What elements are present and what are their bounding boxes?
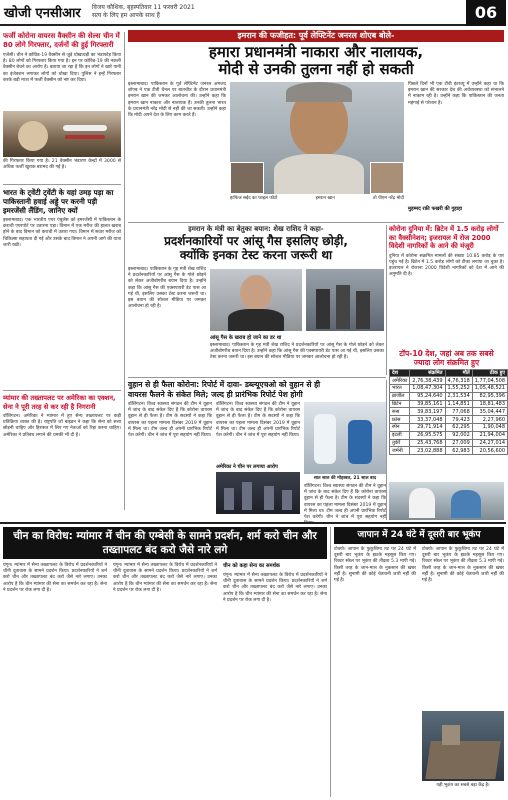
col-recovered: ठीक हुए: [472, 369, 507, 377]
vaccine-photo: [3, 111, 121, 157]
box-headline-1: टॉप-10 देश, जहां अब तक सबसे: [399, 348, 494, 358]
table-cell: 23,02,888: [410, 447, 445, 455]
dateline: [92, 4, 195, 20]
table-cell: रूस: [390, 408, 410, 416]
article-body-continued: वॉशिंगटन। विश्व स्वास्थ्य संगठन की टीम ने वुहान में जांच के बाद संकेत दिए हैं कि कोरोना वायरस वुहान से ही फैला है। टीम के सदस्यों ने कहा कि वायरस का पहला मामला दिसंबर 2019 में वुहान में मिला था। टीम जल्द ही अपनी प्रारंभिक रिपोर्ट पेश करेगी। चीन ने जांच में पूरा सहयोग नहीं किया।: [216, 402, 300, 439]
table-cell: जर्मनी: [390, 447, 410, 455]
table-cell: 39,83,197: [410, 408, 445, 416]
protest-photo: [306, 269, 384, 331]
col-deaths: मौतें: [445, 369, 472, 377]
article-body: दुनिया में कोरोना संक्रमित मामलों की संख्या 10.85 करोड़ के पार पहुंच गई है। ब्रिटेन में 1.5 करोड़ लोगों को टीका लगाया जा चुका है। इजरायल ने रोजाना 2000 विदेशी नागरिकों को देश में आने की अनुमति दी है।: [389, 253, 504, 278]
article-body-tail: वॉशिंगटन। विश्व स्वास्थ्य संगठन की टीम ने वुहान में जांच के बाद संकेत दिए हैं कि कोरोना वायरस वुहान से ही फैला है। टीम के सदस्यों ने कहा कि वायरस का पहला मामला दिसंबर 2019 में वुहान में मिला था। टीम जल्द ही अपनी प्रारंभिक रिपोर्ट पेश करेगी। चीन ने जांच में पूरा सहयोग नहीं: [304, 484, 386, 521]
newspaper-logo: खोजी एनसीआर: [4, 6, 81, 21]
table-cell: 39,85,161: [410, 400, 445, 408]
article-air-ambulance: [3, 188, 121, 388]
table-cell: 29,71,914: [410, 423, 445, 431]
article-headline: जापान में 24 घंटे में दूसरी बार भूकंप: [334, 527, 504, 544]
table-cell: 21,94,004: [472, 431, 507, 439]
article-headline: चीन का विरोध: म्यांमार में चीन की एम्बेसी के सामने प्रदर्शन, शर्म करो चीन और तख्तापलट बंद करो जैसे नारे लगे: [3, 527, 327, 559]
table-cell: 77,068: [445, 408, 472, 416]
article-fake-vaccine: [3, 32, 121, 182]
article-body-col1: टोक्यो। जापान के फुकुशिमा तट पर 24 घंटे में दूसरी बार भूकंप के झटके महसूस किए गए। रिक्टर स्केल पर भूकंप की तीव्रता 5.3 मापी गई। किसी तरह के जान-माल के नुकसान की खबर नहीं है। सुनामी की कोई चेतावनी जारी नहीं की गई है।: [334, 547, 416, 584]
article-body-left: इस्लामाबाद। पाकिस्तान के पूर्व लेफ्टिनेंट जनरल अमजद शोएब ने एक टीवी चैनल पर बातचीत के दौरान प्रधानमंत्री इमरान खान की जमकर आलोचना की। उन्होंने कहा कि इमरान खान नाकारा और नालायक हैं। उनकी तुलना भारत के प्रधानमंत्री नरेंद्र मोदी से नहीं की जा सकती। उन्होंने कहा कि मोदी अपने देश के लिए काम करते हैं।: [128, 82, 226, 119]
caption-hafiz: हाफिज सईद का फाइल फोटो: [230, 196, 278, 201]
photo-caption: की गिरफ्तार किया गया है। 21 वैक्सीन भंडारण केन्द्रों में 3000 से अधिक फर्जी खुराक बरामद की गई है।: [3, 159, 121, 171]
table-row: [390, 416, 508, 424]
table-cell: स्पेन: [390, 423, 410, 431]
photo-caption: सात साल की मोहब्बत, 21 साल बाद: [313, 476, 377, 481]
table-row: [390, 447, 508, 455]
table-cell: 82,95,396: [472, 392, 507, 400]
caption-modi: तो पीएम नरेंद्र मोदी: [372, 196, 404, 201]
subhead: आंसू गैस के खराब हो जाने का डर था: [210, 335, 282, 341]
article-body-continued: इस्लामाबाद। पाकिस्तान के गृह मंत्री शेख राशिद ने प्रदर्शनकारियों पर आंसू गैस के गोले छोड़ने को लेकर अजीबोगरीब बयान दिया है। उन्होंने कहा कि आंसू गैस की एक्सपायरी डेट पास आ गई थी, इसलिए उसका टेस्ट करना जरूरी था। इस बयान की सोशल मीडिया पर जमकर आलोचना हो रही है।: [210, 343, 384, 361]
col-country: देश: [390, 369, 410, 377]
table-cell: भारत: [390, 385, 410, 393]
article-body-right: पिछले दिनों भी एक टीवी इंटरव्यू में उन्होंने कहा था कि इमरान खान की सरकार देश की अर्थव्यवस्था को संभालने में नाकाम रही है। उन्होंने कहा कि पाकिस्तान की जनता महंगाई से परेशान है।: [408, 82, 504, 106]
table-cell: 1,55,252: [445, 385, 472, 393]
table-cell: 24,27,014: [472, 439, 507, 447]
article-headline: भारत के ट्वेंटी ट्वेंटी के यहां उमड़ पड़ा का पाकिस्तानी हवाई अड्डे पर करनी पड़ी इमरजेंसी लैंडिंग, जानिए क्यों: [3, 188, 114, 215]
headline-line-1: वुहान से ही फैला कोरोना: रिपोर्ट में दावा- डब्ल्यूएचओ को वुहान से ही: [128, 380, 321, 389]
table-cell: 18,81,483: [472, 400, 507, 408]
dateline-tagline: सत्य के लिए हम आपके साथ हैं: [92, 12, 160, 19]
table-cell: 1,77,04,508: [472, 377, 507, 385]
table-cell: 1,14,851: [445, 400, 472, 408]
kicker: इमरान के मंत्री का बेतुका बयान: शेख राशिद ने कहा-: [188, 225, 324, 233]
article-sheikh-rashid: [128, 225, 384, 375]
table-cell: 1,08,47,304: [410, 385, 445, 393]
article-headline: म्यांमार की तख्तापलट पर अमेरिका का एक्शन, सेना ने पूरी तरह से कर रही है निगरानी: [3, 394, 116, 411]
table-cell: 62,983: [445, 447, 472, 455]
table-cell: 2,27,960: [472, 416, 507, 424]
col-infected: संक्रमित: [410, 369, 445, 377]
table-cell: अमेरिका: [390, 377, 410, 385]
subhead: अमेरिका ने चीन पर लगाया आरोप: [216, 464, 278, 470]
hafiz-saeed-thumb: [230, 162, 264, 194]
table-cell: फ्रांस: [390, 416, 410, 424]
table-row: [390, 439, 508, 447]
article-body-col2: यंगून। म्यांमार में सैन्य तख्तापलट के विरोध में प्रदर्शनकारियों ने चीनी दूतावास के सामने प्रदर्शन किया। प्रदर्शनकारियों ने शर्म करो चीन और तख्तापलट बंद करो जैसे नारे लगाए। उनका आरोप है कि चीन म्यांमार की सेना का समर्थन कर रहा है। सेना ने प्रदर्शन पर रोक लगा दी है।: [113, 563, 217, 593]
headline-line-2: वायरस फैलने के संकेत मिले; जल्द ही प्रारंभिक रिपोर्ट पेश होगी: [128, 389, 303, 399]
table-row: [390, 400, 508, 408]
photo-captions: [230, 196, 404, 202]
covid-top10-table: [389, 369, 508, 456]
table-cell: इटली: [390, 431, 410, 439]
article-headline: कोरोना दुनिया में: ब्रिटेन में 1.5 करोड़ लोगों का वैक्सीनेशन; इजरायल में रोज 2000 विदेशी नागरिकों के आने की मंजूरी: [389, 225, 499, 250]
table-row: [390, 377, 508, 385]
article-body: वॉशिंगटन। अमेरिका ने म्यांमार में हुए सैन्य तख्तापलट पर कड़ी प्रतिक्रिया व्यक्त की है। राष्ट्रपति जो बाइडन ने कहा कि सेना को सत्ता छोड़नी चाहिए और हिरासत में लिए गए नेताओं को रिहा करना चाहिए। अमेरिका ने प्रतिबंध लगाने की धमकी भी दी है।: [3, 414, 121, 438]
table-header-row: [390, 369, 508, 377]
wuhan-photo: [216, 472, 300, 514]
article-covid-world: [389, 225, 504, 480]
table-cell: 35,04,447: [472, 408, 507, 416]
subhead: चीन को कहा सेना का समर्थक: [223, 563, 280, 569]
imran-khan-photo: [230, 82, 404, 194]
small-headline: मुहम्मद रफ़ी फखरी की गुहाहा: [408, 206, 463, 212]
table-cell: 33,37,048: [410, 416, 445, 424]
article-body: इस्लामाबाद। एक भारतीय एयर एंबुलेंस को इमरजेंसी में पाकिस्तान के कराची एयरपोर्ट पर उतारना पड़ा। विमान में एक मरीज की हालत खराब होने के बाद विमान को कराची में उतारा गया। विमान में सवार मरीज को चिकित्सा सहायता दी गई और उसके बाद विमान ने अपनी आगे की यात्रा जारी रखी।: [3, 218, 121, 248]
article-myanmar-us: [3, 394, 121, 512]
article-japan-earthquake: [334, 527, 504, 797]
table-cell: 20,56,600: [472, 447, 507, 455]
headline-line-1: प्रदर्शनकारियों पर आंसू गैस इसलिए छोड़ी,: [164, 234, 348, 248]
top10-box: [389, 349, 504, 367]
dateline-date: विजय कौशिक, बृहस्पतिवार 11 फरवरी 2021: [92, 4, 195, 11]
article-body: इस्लामाबाद। पाकिस्तान के गृह मंत्री शेख राशिद ने प्रदर्शनकारियों पर आंसू गैस के गोले छोड़ने को लेकर अजीबोगरीब बयान दिया है। उन्होंने कहा कि आंसू गैस की एक्सपायरी डेट पास आ गई थी, इसलिए उसका टेस्ट करना जरूरी था। इस बयान की सोशल मीडिया पर जमकर आलोचना हो रही है।: [128, 267, 206, 310]
table-row: [390, 431, 508, 439]
article-body: वॉशिंगटन। विश्व स्वास्थ्य संगठन की टीम ने वुहान में जांच के बाद संकेत दिए हैं कि कोरोना वायरस वुहान से ही फैला है। टीम के सदस्यों ने कहा कि वायरस का पहला मामला दिसंबर 2019 में वुहान में मिला था। टीम जल्द ही अपनी प्रारंभिक रिपोर्ट पेश करेगी। चीन ने जांच में पूरा सहयोग नहीं किया।: [128, 402, 212, 439]
photo-caption: यही भूकंप का सबसे बड़ा केंद्र है।: [436, 783, 490, 788]
table-row: [390, 408, 508, 416]
table-row: [390, 385, 508, 393]
headline-line-1: हमारा प्रधानमंत्री नाकारा और नालायक,: [208, 43, 424, 61]
table-cell: ब्रिटेन: [390, 400, 410, 408]
table-cell: 26,95,575: [410, 431, 445, 439]
table-row: [390, 392, 508, 400]
table-cell: 27,009: [445, 439, 472, 447]
table-cell: 2,31,534: [445, 392, 472, 400]
article-body: एजेंसी। चीन ने कोविड-19 वैक्सीन से जुड़े धोखाधड़ी का भंडाफोड़ किया है। 80 लोगों को गिरफ्तार किया गया है। इन पर कोविड-19 की नकली वैक्सीन बेचने का आरोप है। बताया जा रहा है कि इन लोगों ने खारे पानी का इंजेक्शन लगाकर लोगों को धोखा दिया। पुलिस ने इन्हें गिरफ्तार करके बड़ी मात्रा में फर्जी वैक्सीन को नष्ट कर दिया।: [3, 53, 121, 83]
table-cell: 62,295: [445, 423, 472, 431]
box-headline-2: ज्यादा लोग संक्रमित हुए: [413, 357, 480, 367]
headline-line-2: मोदी से उनकी तुलना नहीं हो सकती: [218, 60, 414, 78]
article-body-col2: टोक्यो। जापान के फुकुशिमा तट पर 24 घंटे में दूसरी बार भूकंप के झटके महसूस किए गए। रिक्टर स्केल पर भूकंप की तीव्रता 5.3 मापी गई। किसी तरह के जान-माल के नुकसान की खबर नहीं है। सुनामी की कोई चेतावनी जारी नहीं की गई है।: [422, 547, 504, 584]
table-cell: तुर्की: [390, 439, 410, 447]
article-imran-khan: [128, 30, 504, 220]
table-cell: 25,43,768: [410, 439, 445, 447]
table-cell: 92,002: [445, 431, 472, 439]
table-cell: 2,76,38,439: [410, 377, 445, 385]
masthead: [0, 0, 506, 26]
earthquake-photo: [422, 711, 504, 781]
table-row: [390, 423, 508, 431]
lab-photo: [304, 402, 386, 474]
vaccination-photo: [389, 482, 504, 520]
modi-thumb: [370, 162, 404, 194]
headline-line-2: क्योंकि इनका टेस्ट करना जरूरी था: [179, 248, 333, 262]
page-number: 06: [466, 0, 506, 26]
table-cell: 1,90,048: [472, 423, 507, 431]
article-body-col3: यंगून। म्यांमार में सैन्य तख्तापलट के विरोध में प्रदर्शनकारियों ने चीनी दूतावास के सामने प्रदर्शन किया। प्रदर्शनकारियों ने शर्म करो चीन और तख्तापलट बंद करो जैसे नारे लगाए। उनका आरोप है कि चीन म्यांमार की सेना का समर्थन कर रहा है। सेना ने प्रदर्शन पर रोक लगा दी है।: [223, 573, 327, 603]
article-wuhan: [128, 380, 386, 520]
table-cell: 1,05,48,521: [472, 385, 507, 393]
table-cell: ब्राजील: [390, 392, 410, 400]
table-cell: 79,423: [445, 416, 472, 424]
sheikh-rashid-photo: [210, 269, 302, 331]
article-body-col1: यंगून। म्यांमार में सैन्य तख्तापलट के विरोध में प्रदर्शनकारियों ने चीनी दूतावास के सामने प्रदर्शन किया। प्रदर्शनकारियों ने शर्म करो चीन और तख्तापलट बंद करो जैसे नारे लगाए। उनका आरोप है कि चीन म्यांमार की सेना का समर्थन कर रहा है। सेना ने प्रदर्शन पर रोक लगा दी है।: [3, 563, 107, 593]
kicker: इमरान की फजीहत: पूर्व लेफ्टिनेंट जनरल शोएब बोले-: [128, 30, 504, 42]
table-cell: 95,24,640: [410, 392, 445, 400]
caption-imran: इमरान खान: [315, 196, 335, 201]
table-cell: 4,76,318: [445, 377, 472, 385]
covid-continued: [389, 482, 504, 520]
article-headline: फर्जी कोरोना वायरस वैक्सीन की सेल्स चीन में 80 लोगे गिरफ्तार, दर्जनों की हुई गिरफ्तारी: [3, 32, 120, 49]
article-china-protest: [3, 527, 327, 797]
